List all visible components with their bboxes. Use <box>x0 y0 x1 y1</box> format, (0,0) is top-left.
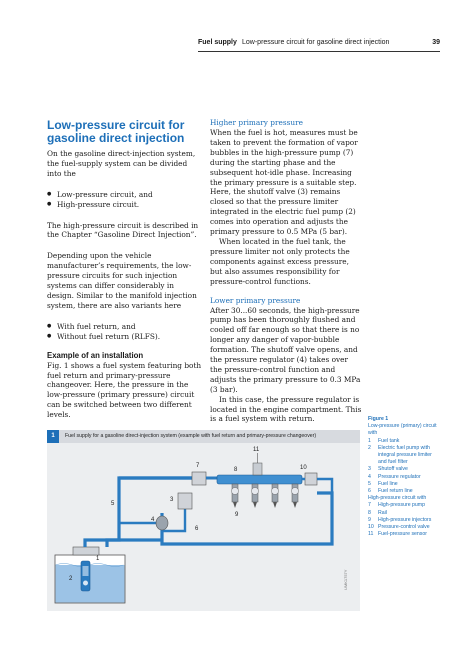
legend-item: 5 Fuel line <box>368 480 398 487</box>
variants-paragraph: Depending upon the vehicle manufacturer’s requirements, the low-pressure circuits for such injection systems can differ considerably in design. Similar to the manifold injection system, there are also variants here <box>47 251 197 310</box>
header-section: Fuel supply <box>198 39 237 46</box>
callout-3: 3 <box>170 497 174 503</box>
rail <box>217 475 302 484</box>
figure-legend <box>368 416 440 538</box>
lower-pressure-heading: Lower primary pressure <box>210 295 301 305</box>
header-topic: Low-pressure circuit for gasoline direct injection <box>242 39 390 46</box>
callout-8: 8 <box>234 467 238 473</box>
callout-5: 5 <box>111 501 115 507</box>
legend-item: 3 Shutoff valve <box>368 466 408 473</box>
return-paragraph: In this case, the pressure regulator is located in the engine compartment. This is a fuel system with return. <box>210 394 362 424</box>
fuel-system-figure <box>47 430 360 611</box>
callout-7: 7 <box>196 463 200 469</box>
list-item: ● Low-pressure circuit, and <box>47 190 202 200</box>
pressure-limiter-paragraph: When located in the fuel tank, the pressure limiter not only protects the components against excess pressure, but also assumes responsibility for pressure-control functions. <box>210 236 350 286</box>
callout-4: 4 <box>151 517 155 523</box>
fuel-system-diagram <box>47 443 360 611</box>
legend-title: Figure 1 <box>368 416 389 422</box>
legend-subtitle: Low-pressure (primary) circuit with <box>368 423 437 437</box>
figure-caption: Fuel supply for a gasoline direct-injection system (example with fuel return and primary-pressure changeover) <box>65 433 317 439</box>
figure-header <box>47 430 360 443</box>
figure-number: 1 <box>47 430 59 443</box>
callout-10: 10 <box>300 465 307 471</box>
legend-item: 6 Fuel return line <box>368 488 413 495</box>
figure-code: UMK1757Y <box>343 569 348 590</box>
higher-pressure-heading: Higher primary pressure <box>210 118 303 127</box>
intro-paragraph: On the gasoline direct-injection system, the fuel-supply system can be divided into the <box>47 149 196 178</box>
chapter-reference: The high-pressure circuit is described in the Chapter “Gasoline Direct Injection”. <box>47 220 199 240</box>
pressure-control-valve <box>305 473 317 485</box>
page-number: 39 <box>432 39 440 46</box>
fuel-pressure-sensor <box>253 453 262 475</box>
callout-2: 2 <box>69 576 73 582</box>
callout-11: 11 <box>253 447 260 453</box>
header-rule <box>198 51 440 52</box>
high-pressure-injectors <box>232 484 299 508</box>
shutoff-valve <box>178 493 192 509</box>
electric-fuel-pump <box>81 561 90 591</box>
higher-pressure-paragraph: When the fuel is hot, measures must be taken to prevent the formation of vapor bubbles in the high-pressure pump (7) during the starting phase and the subsequent hot-idle phase. Increasing the primary pressure is a suitable step. Here, the shutoff valve (3) remains closed so that the pressure limiter integrated in the electric fuel pump (2) comes into operation and adjusts the primary pressure to 0.5 MPa (5 bar). <box>210 128 358 237</box>
variant-list <box>47 322 202 342</box>
legend-item: 9 High-pressure injectors <box>368 516 432 523</box>
list-item: ● High-pressure circuit. <box>47 200 202 210</box>
fuel-line <box>85 478 192 547</box>
high-pressure-pump <box>192 472 206 485</box>
lower-pressure-paragraph: After 30...60 seconds, the high-pressure pump has been thoroughly flushed and cooled off far enough so that there is no longer any danger of vapor-bubble formation. The shutoff valve opens, and the pressure regulator (4) takes over the pressure-control function and adjusts the primary pressure to 0.3 MPa (3 bar). <box>210 305 361 394</box>
right-column <box>210 118 362 424</box>
left-column <box>47 149 202 420</box>
list-item: ● Without fuel return (RLFS). <box>47 332 202 342</box>
legend-item: 8 Rail <box>368 509 387 516</box>
callout-1: 1 <box>96 556 100 562</box>
legend-item: 11 Fuel-pressure sensor <box>368 531 428 538</box>
pressure-regulator <box>156 516 168 530</box>
callout-6: 6 <box>195 526 199 532</box>
callout-9: 9 <box>235 512 239 518</box>
legend-item: 4 Pressure regulator <box>368 473 421 480</box>
list-item: ● With fuel return, and <box>47 322 202 332</box>
legend-item: 1 Fuel tank <box>368 437 400 444</box>
example-heading: Example of an installation <box>47 350 144 360</box>
circuit-list <box>47 190 202 210</box>
page-title: Low-pressure circuit for gasoline direct injection <box>47 118 185 145</box>
running-header <box>198 38 440 48</box>
example-paragraph: Fig. 1 shows a fuel system featuring both fuel return and primary-pressure changeover. Here, the pressure in the low-pressure (primary pressure) circuit can be switched between two different levels. <box>47 360 202 420</box>
legend-subtitle-high: High-pressure circuit with <box>368 495 427 502</box>
legend-item: 2 Electric fuel pump with integral pressure limiter and fuel filter <box>368 444 432 466</box>
legend-item: 10 Pressure-control valve <box>368 524 430 531</box>
legend-item: 7 High-pressure pump <box>368 502 425 509</box>
